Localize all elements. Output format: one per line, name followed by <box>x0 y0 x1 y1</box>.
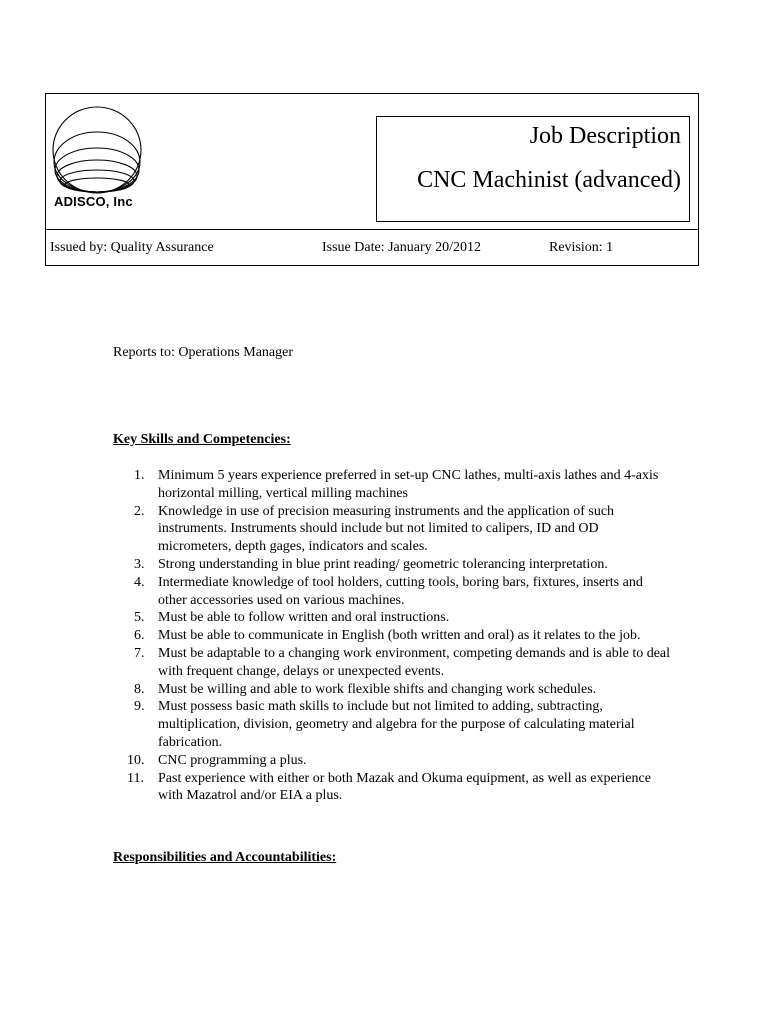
job-title: CNC Machinist (advanced) <box>417 167 681 193</box>
document-header <box>45 93 699 266</box>
list-item: 7. Must be adaptable to a changing work environment, competing demands and is able to deal with frequent change, delays or unexpected events. <box>134 645 671 679</box>
skills-list <box>113 467 673 805</box>
list-item: 2. Knowledge in use of precision measuring instruments and the application of such instruments. Instruments should include but not limited to calipers, ID and OD micrometers, depth gages, indicators and scales. <box>134 503 615 555</box>
responsibilities-heading: Responsibilities and Accountabilities: <box>113 850 337 865</box>
list-item: 3. Strong understanding in blue print reading/ geometric tolerancing interpretation. <box>134 556 608 572</box>
issue-date: Issue Date: January 20/2012 <box>322 240 482 255</box>
list-item: 5. Must be able to follow written and oral instructions. <box>134 610 450 626</box>
document-title: Job Description <box>529 123 681 149</box>
list-item: 4. Intermediate knowledge of tool holders, cutting tools, boring bars, fixtures, inserts and other accessories used on various machines. <box>134 574 643 608</box>
header-divider <box>46 229 698 230</box>
company-name: ADISCO, Inc <box>54 194 133 209</box>
revision: Revision: 1 <box>549 240 614 255</box>
issued-by: Issued by: Quality Assurance <box>50 240 214 255</box>
list-item: 11. Past experience with either or both Mazak and Okuma equipment, as well as experience with Mazatrol and/or EIA a plus. <box>127 770 651 804</box>
list-item: 9. Must possess basic math skills to include but not limited to adding, subtracting, multiplication, division, geometry and algebra for the purpose of calculating material fabrication. <box>134 699 635 750</box>
list-item: 8. Must be willing and able to work flexible shifts and changing work schedules. <box>134 681 597 697</box>
list-item: 1. Minimum 5 years experience preferred in set-up CNC lathes, multi-axis lathes and 4-axis horizontal milling, vertical milling machines <box>134 468 659 501</box>
title-box <box>376 116 690 222</box>
skills-heading: Key Skills and Competencies: <box>113 432 291 447</box>
list-item: 6. Must be able to communicate in English (both written and oral) as it relates to the job. <box>134 628 641 644</box>
list-item: 10. CNC programming a plus. <box>127 752 307 768</box>
company-logo-icon <box>51 104 143 194</box>
reports-to: Reports to: Operations Manager <box>113 345 294 360</box>
